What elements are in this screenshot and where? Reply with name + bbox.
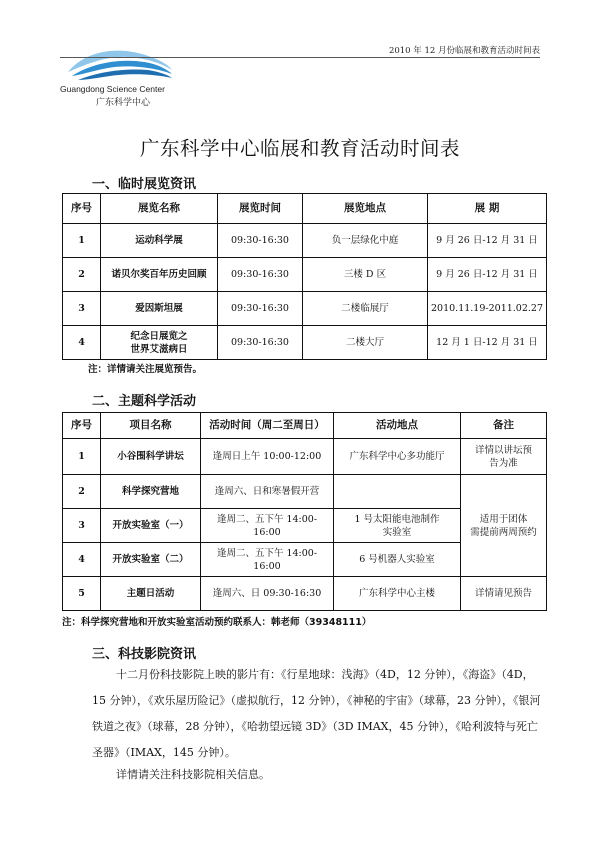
table-row bbox=[63, 326, 547, 360]
table-row bbox=[63, 439, 547, 475]
cell-no: 2 bbox=[63, 258, 101, 292]
cell-name: 运动科学展 bbox=[101, 224, 218, 258]
cell-no: 3 bbox=[63, 292, 101, 326]
table-row bbox=[63, 475, 547, 509]
exhibition-table bbox=[62, 193, 547, 360]
cell-place bbox=[334, 475, 461, 509]
cell-place bbox=[334, 509, 461, 543]
col-header: 展览时间 bbox=[218, 194, 303, 224]
cell-no: 2 bbox=[63, 475, 101, 509]
cell-remark bbox=[461, 439, 547, 475]
cell-place-line: 实验室 bbox=[382, 526, 412, 538]
logo-chinese-name: 广东科学中心 bbox=[96, 98, 151, 108]
table-row bbox=[63, 292, 547, 326]
cell-name: 科学探究营地 bbox=[101, 475, 201, 509]
col-header: 展 期 bbox=[428, 194, 547, 224]
cell-no: 5 bbox=[63, 577, 101, 611]
cell-name: 诺贝尔奖百年历史回顾 bbox=[101, 258, 218, 292]
cell-name-line: 世界艾滋病日 bbox=[130, 343, 188, 355]
section2-note: 注：科学探究营地和开放实验室活动预约联系人：韩老师（39348111） bbox=[62, 617, 372, 628]
cinema-footer-note: 详情请关注科技影院相关信息。 bbox=[116, 768, 270, 781]
cell-name: 开放实验室（二） bbox=[101, 543, 201, 577]
cell-time: 逢周二、五下午 14:00-16:00 bbox=[201, 543, 334, 577]
section1-note: 注：详情请关注展览预告。 bbox=[88, 364, 203, 375]
col-header: 项目名称 bbox=[101, 413, 201, 439]
cell-time: 逢周六、日和寒暑假开营 bbox=[201, 475, 334, 509]
col-header: 展览地点 bbox=[303, 194, 428, 224]
col-header: 活动地点 bbox=[334, 413, 461, 439]
cell-name: 主题日活动 bbox=[101, 577, 201, 611]
cell-place: 负一层绿化中庭 bbox=[303, 224, 428, 258]
cell-remark-line: 适用于团体 bbox=[479, 513, 528, 525]
col-header: 序号 bbox=[63, 413, 101, 439]
header-divider bbox=[60, 57, 540, 58]
cell-period: 2010.11.19-2011.02.27 bbox=[428, 292, 547, 326]
col-header: 活动时间（周二至周日） bbox=[201, 413, 334, 439]
cell-no: 3 bbox=[63, 509, 101, 543]
cell-remark-line: 详情以讲坛预 bbox=[474, 444, 532, 456]
table-row bbox=[63, 577, 547, 611]
cell-remark-line: 告为准 bbox=[489, 457, 518, 469]
cell-no: 1 bbox=[63, 224, 101, 258]
cell-no: 1 bbox=[63, 439, 101, 475]
cell-name-line: 纪念日展览之 bbox=[130, 330, 188, 342]
cell-place: 三楼 D 区 bbox=[303, 258, 428, 292]
cell-time: 09:30-16:30 bbox=[218, 224, 303, 258]
cell-place: 二楼大厅 bbox=[303, 326, 428, 360]
cell-no: 4 bbox=[63, 326, 101, 360]
section2-heading: 二、主题科学活动 bbox=[92, 394, 197, 409]
cell-place: 广东科学中心多功能厅 bbox=[334, 439, 461, 475]
cell-name bbox=[101, 326, 218, 360]
cell-name: 开放实验室（一） bbox=[101, 509, 201, 543]
cell-name: 小谷围科学讲坛 bbox=[101, 439, 201, 475]
cell-time: 逢周二、五下午 14:00-16:00 bbox=[201, 509, 334, 543]
page-title: 广东科学中心临展和教育活动时间表 bbox=[139, 137, 460, 160]
cell-time: 09:30-16:30 bbox=[218, 258, 303, 292]
cell-time: 09:30-16:30 bbox=[218, 326, 303, 360]
running-header: 2010 年 12 月份临展和教育活动时间表 bbox=[388, 46, 540, 56]
cell-period: 9 月 26 日-12 月 31 日 bbox=[428, 224, 547, 258]
section3-heading: 三、科技影院资讯 bbox=[92, 647, 197, 662]
section1-heading: 一、临时展览资讯 bbox=[92, 177, 197, 192]
cell-no: 4 bbox=[63, 543, 101, 577]
gsc-logo-swoosh-icon bbox=[64, 42, 174, 84]
logo-english-name: Guangdong Science Center bbox=[60, 84, 165, 94]
cell-time: 09:30-16:30 bbox=[218, 292, 303, 326]
cinema-paragraph: 十二月份科技影院上映的影片有：《行星地球：浅海》（4D，12 分钟），《海盗》（4D，15 分钟），《欢乐屋历险记》（虚拟航行，12 分钟），《神秘的宇宙》（球幕，23 分钟），《银河铁道之夜》（球幕，28 分钟），《哈勃望远镜 3D》（3D IMAX，45 分钟），《哈利波特与死亡圣器》（IMAX，145 分钟）。 bbox=[92, 668, 541, 759]
gsc-logo bbox=[52, 40, 192, 110]
cell-time: 逢周日上午 10:00-12:00 bbox=[201, 439, 334, 475]
col-header: 展览名称 bbox=[101, 194, 218, 224]
cell-remark-line: 需提前两周预约 bbox=[470, 526, 537, 538]
table-header-row bbox=[63, 194, 547, 224]
cell-remark: 详情请见预告 bbox=[461, 577, 547, 611]
cell-place: 广东科学中心主楼 bbox=[334, 577, 461, 611]
cell-place: 6 号机器人实验室 bbox=[334, 543, 461, 577]
cell-place-line: 1 号太阳能电池制作 bbox=[354, 513, 440, 525]
cell-name: 爱因斯坦展 bbox=[101, 292, 218, 326]
col-header: 备注 bbox=[461, 413, 547, 439]
cell-time: 逢周六、日 09:30-16:30 bbox=[201, 577, 334, 611]
table-row bbox=[63, 224, 547, 258]
col-header: 序号 bbox=[63, 194, 101, 224]
cell-period: 9 月 26 日-12 月 31 日 bbox=[428, 258, 547, 292]
table-row bbox=[63, 258, 547, 292]
cell-period: 12 月 1 日-12 月 31 日 bbox=[428, 326, 547, 360]
activity-table bbox=[62, 412, 547, 611]
cell-remark-merged bbox=[461, 475, 547, 577]
table-header-row bbox=[63, 413, 547, 439]
cell-place: 二楼临展厅 bbox=[303, 292, 428, 326]
